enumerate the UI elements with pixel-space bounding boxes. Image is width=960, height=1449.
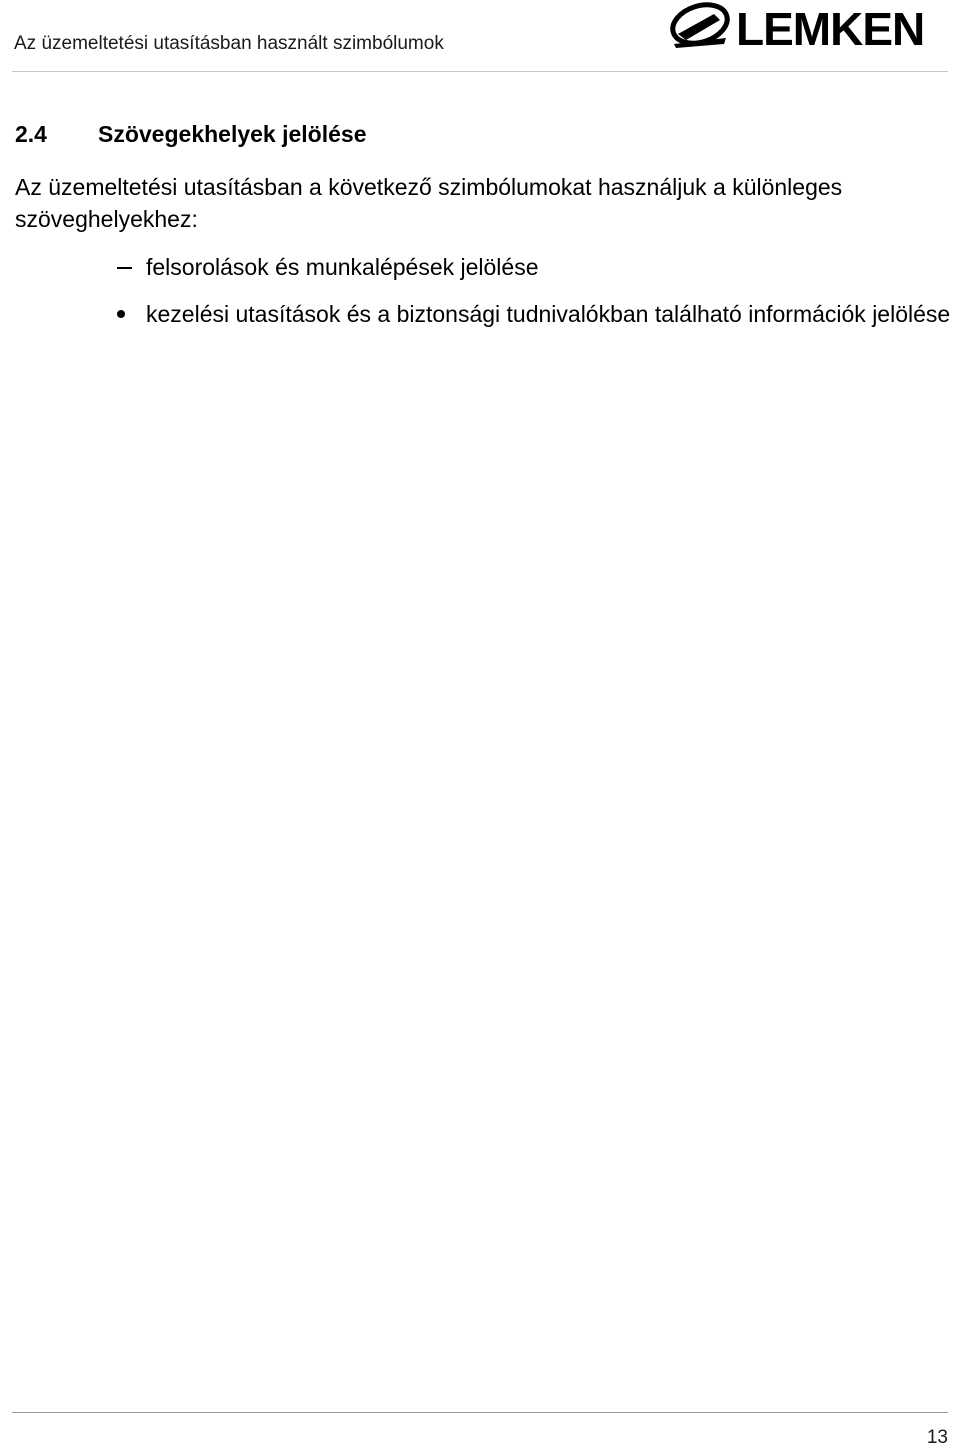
header-title: Az üzemeltetési utasításban használt szimbólumok [14,33,444,54]
page-number: 13 [926,1427,948,1448]
dash-marker-icon [117,267,132,269]
bullet-marker-icon [117,310,125,318]
section-title: Szövegekhelyek jelölése [98,121,367,147]
list-item-text: felsorolások és munkalépések jelölése [146,254,539,280]
footer-divider [12,1412,948,1413]
list-item-text: kezelési utasítások és a biztonsági tudnivalókban található információk jelölése [146,301,951,327]
section-heading [15,121,367,148]
intro-paragraph: Az üzemeltetési utasításban a következő szimbólumokat használjuk a különleges szöveghelyekhez: [15,174,843,232]
list-item-bullet [0,296,960,368]
lemken-logo [668,0,952,58]
header-divider [12,71,948,72]
list-item-dash [0,249,960,285]
logo-wordmark: LEMKEN [736,3,925,55]
lemken-emblem-icon [668,0,732,50]
section-number: 2.4 [15,121,47,147]
